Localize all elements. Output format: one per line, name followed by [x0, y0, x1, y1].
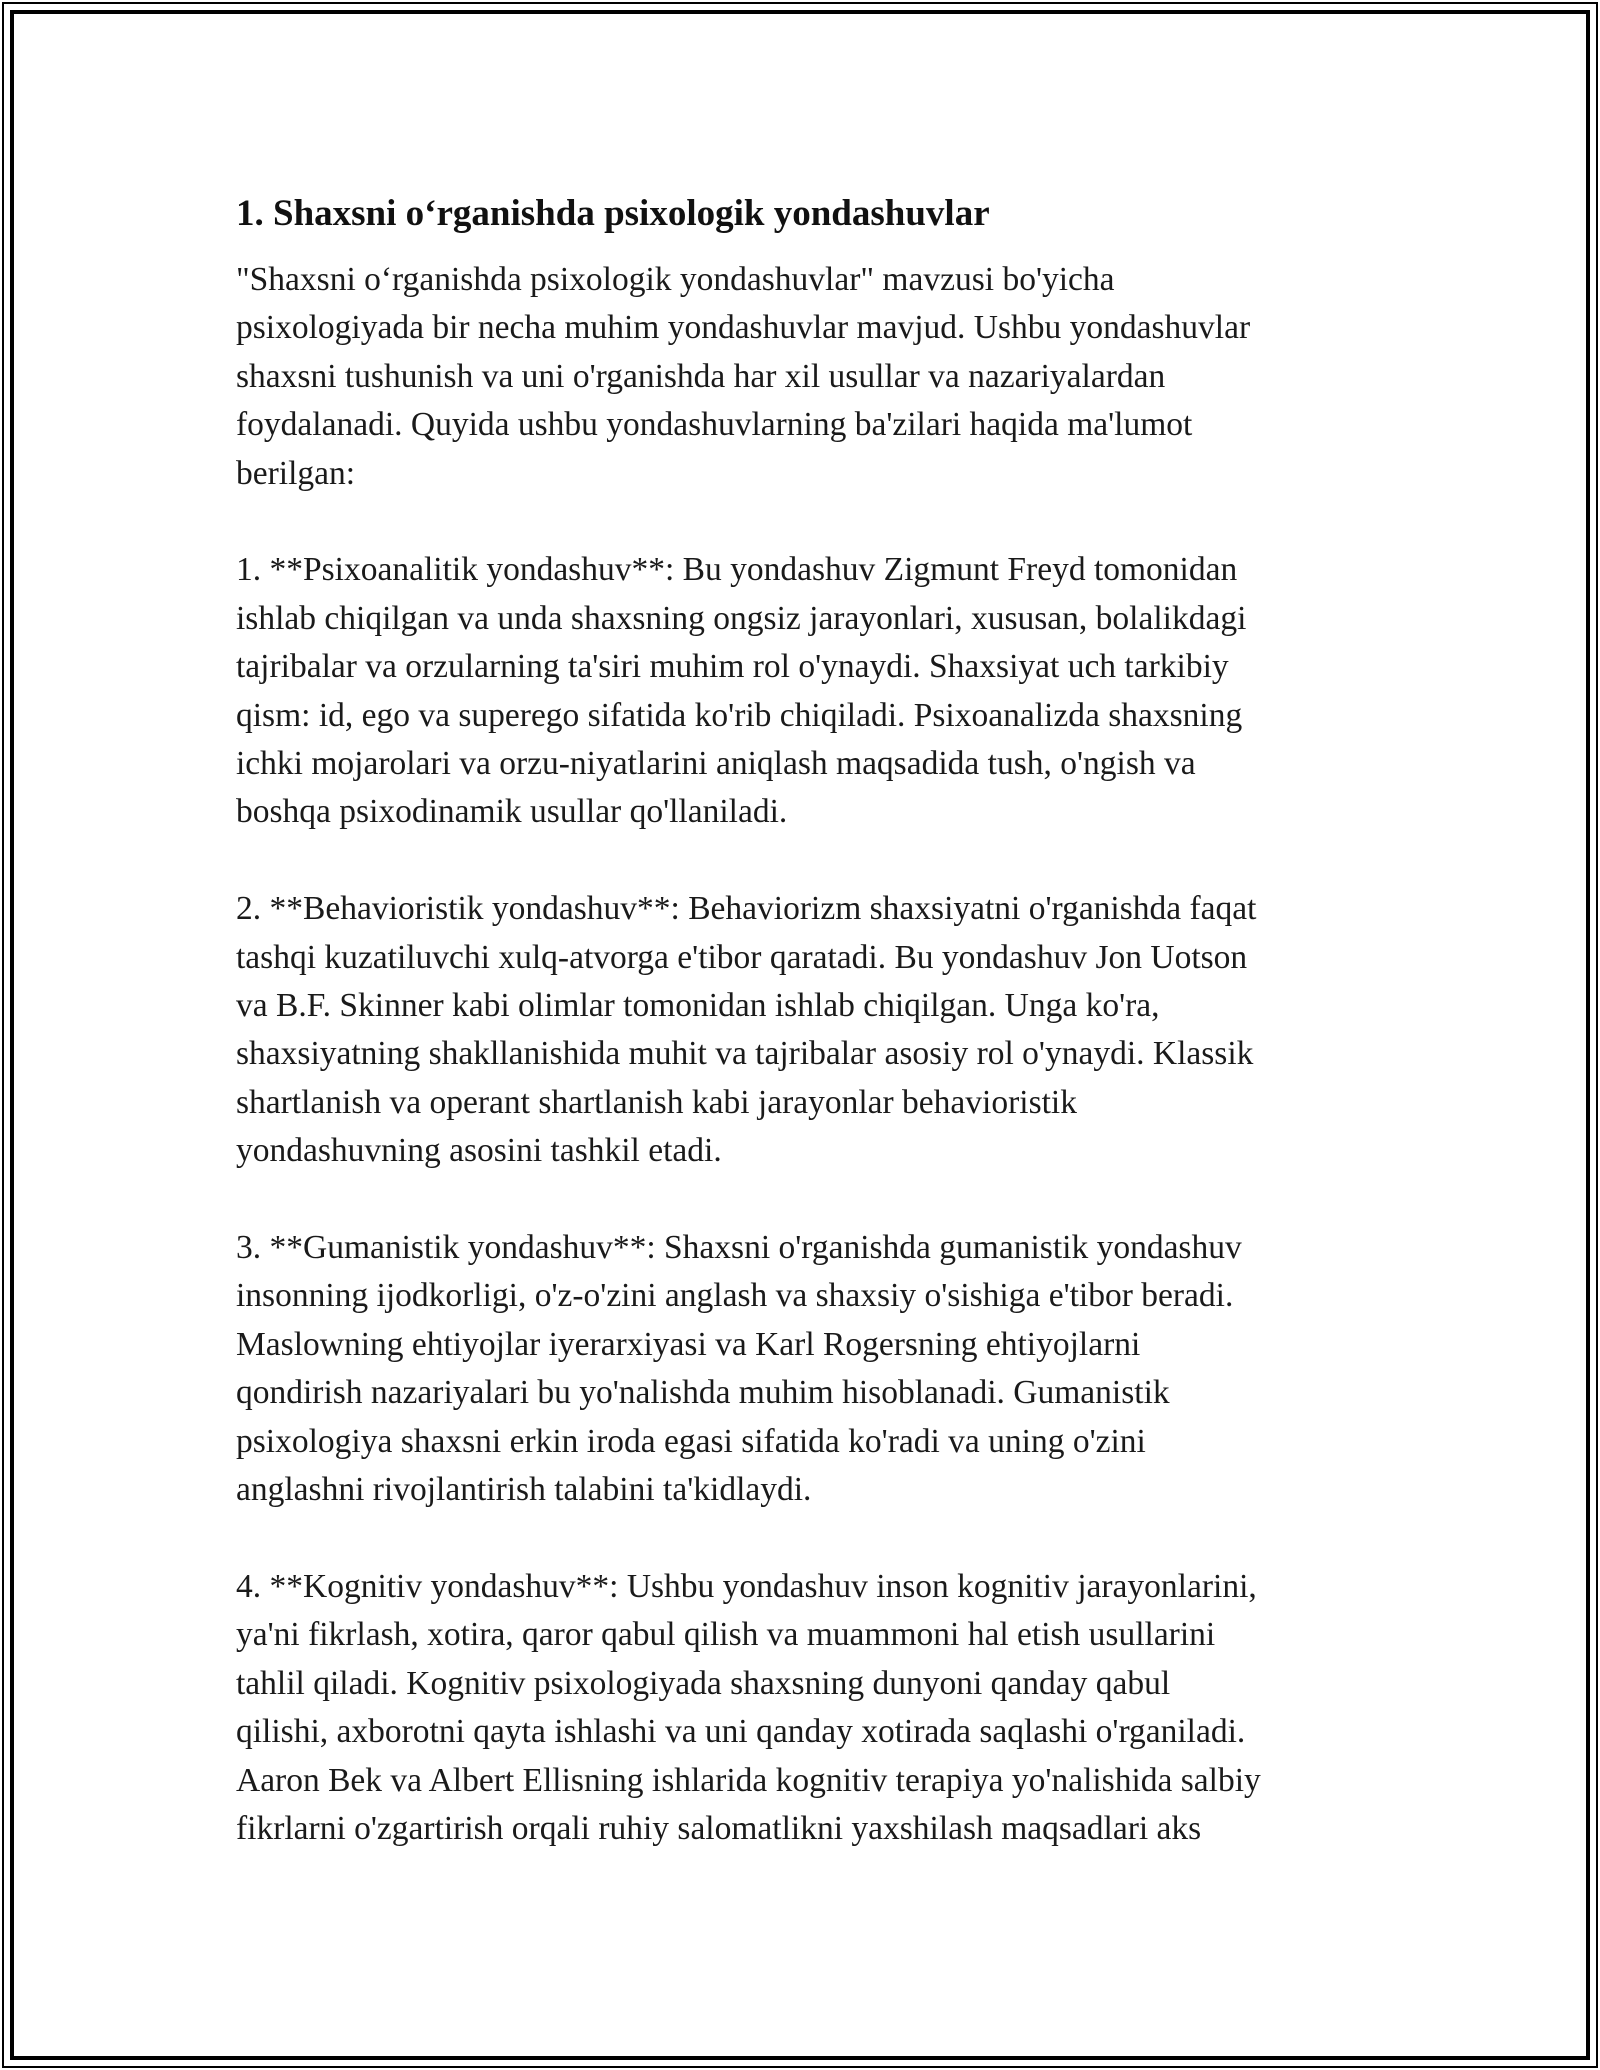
section-behavioristik — [236, 885, 1376, 1175]
intro-paragraph — [236, 256, 1376, 498]
text-line: ichki mojarolari va orzu-niyatlarini aniqlash maqsadida tush, o'ngish va — [236, 745, 1196, 783]
text-line: ishlab chiqilgan va unda shaxsning ongsiz jarayonlari, xususan, bolalikdagi — [236, 599, 1247, 637]
text-line: va B.F. Skinner kabi olimlar tomonidan ishlab chiqilgan. Unga ko'ra, — [236, 987, 1160, 1025]
text-line: foydalanadi. Quyida ushbu yondashuvlarning ba'zilari haqida ma'lumot — [236, 406, 1193, 444]
text-line: fikrlarni o'zgartirish orqali ruhiy salomatlikni yaxshilash maqsadlari aks — [236, 1809, 1202, 1847]
text-line: psixologiya shaxsni erkin iroda egasi sifatida ko'radi va uning o'zini — [236, 1422, 1146, 1460]
text-line: shartlanish va operant shartlanish kabi jarayonlar behavioristik — [236, 1083, 1077, 1121]
text-line: insonning ijodkorligi, o'z-o'zini anglash va shaxsiy o'sishiga e'tibor beradi. — [236, 1277, 1234, 1315]
text-line: berilgan: — [236, 454, 356, 492]
text-line: shaxsni tushunish va uni o'rganishda har xil usullar va nazariyalardan — [236, 357, 1166, 395]
text-line: shaxsiyatning shakllanishida muhit va tajribalar asosiy rol o'ynaydi. Klassik — [236, 1035, 1254, 1073]
section-gumanistik — [236, 1224, 1376, 1514]
text-line: 4. **Kognitiv yondashuv**: Ushbu yondashuv inson kognitiv jarayonlarini, — [236, 1567, 1257, 1605]
document-body — [236, 186, 1376, 1902]
text-line: 1. **Psixoanalitik yondashuv**: Bu yondashuv Zigmunt Freyd tomonidan — [236, 551, 1238, 589]
document-title: 1. Shaxsni o‘rganishda psixologik yondashuvlar — [236, 193, 990, 234]
text-line: "Shaxsni o‘rganishda psixologik yondashuvlar" mavzusi bo'yicha — [236, 261, 1115, 298]
text-line: psixologiyada bir necha muhim yondashuvlar mavjud. Ushbu yondashuvlar — [236, 309, 1251, 347]
text-line: qilishi, axborotni qayta ishlashi va uni qanday xotirada saqlashi o'rganiladi. — [236, 1713, 1246, 1751]
text-line: tashqi kuzatiluvchi xulq-atvorga e'tibor qaratadi. Bu yondashuv Jon Uotson — [236, 938, 1248, 976]
text-line: Aaron Bek va Albert Ellisning ishlarida kognitiv terapiya yo'nalishida salbiy — [236, 1761, 1261, 1799]
text-line: qism: id, ego va superego sifatida ko'rib chiqiladi. Psixoanalizda shaxsning — [236, 696, 1243, 734]
text-line: tajribalar va orzularning ta'siri muhim rol o'ynaydi. Shaxsiyat uch tarkibiy — [236, 648, 1229, 686]
text-line: yondashuvning asosini tashkil etadi. — [236, 1132, 722, 1170]
text-line: 3. **Gumanistik yondashuv**: Shaxsni o'rganishda gumanistik yondashuv — [236, 1229, 1242, 1267]
text-line: boshqa psixodinamik usullar qo'llaniladi. — [236, 793, 788, 831]
text-line: 2. **Behavioristik yondashuv**: Behaviorizm shaxsiyatni o'rganishda faqat — [236, 890, 1257, 928]
text-line: Maslowning ehtiyojlar iyerarxiyasi va Karl Rogersning ehtiyojlarni — [236, 1325, 1141, 1363]
text-line: qondirish nazariyalari bu yo'nalishda muhim hisoblanadi. Gumanistik — [236, 1374, 1170, 1412]
section-psixoanalitik — [236, 546, 1376, 836]
text-line: ya'ni fikrlash, xotira, qaror qabul qilish va muammoni hal etish usullarini — [236, 1616, 1216, 1654]
section-kognitiv — [236, 1563, 1376, 1853]
text-line: tahlil qiladi. Kognitiv psixologiyada shaxsning dunyoni qanday qabul — [236, 1664, 1171, 1702]
text-line: anglashni rivojlantirish talabini ta'kidlaydi. — [236, 1471, 812, 1509]
